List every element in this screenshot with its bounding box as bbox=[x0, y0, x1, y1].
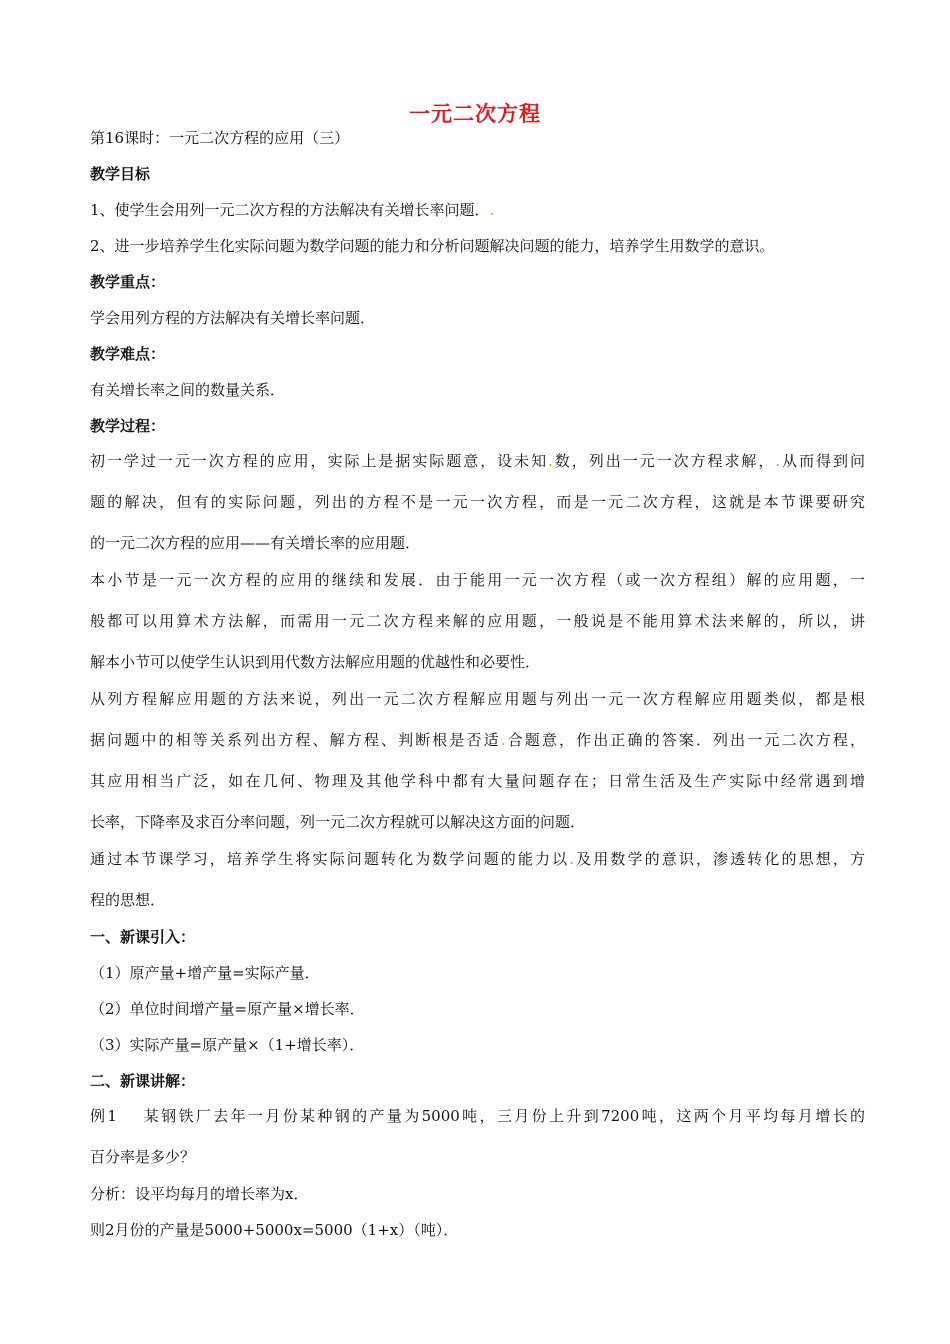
goal-1 bbox=[90, 200, 865, 220]
goal-2: 2、进一步培养学生化实际问题为数学问题的能力和分析问题解决问题的能力，培养学生用数学的意识。 bbox=[90, 237, 775, 255]
paragraph-4-line-1 bbox=[90, 849, 865, 869]
paragraph-3-line-1: 从列方程解应用题的方法来说，列出一元二次方程解应用题与列出一元一次方程解应用题类似，都是根 bbox=[90, 690, 865, 708]
formula-2: （2）单位时间增产量=原产量×增长率． bbox=[90, 1000, 365, 1018]
p4-l1-part-b: 及用数学的意识，渗透转化的思想，方 bbox=[574, 850, 865, 868]
document-title: 一元二次方程 bbox=[409, 102, 541, 126]
p1-l1-part-b: 数，列出一元一次方程求解， bbox=[552, 452, 776, 470]
p3-l2-mark: . bbox=[500, 731, 506, 749]
paragraph-1-line-1 bbox=[90, 451, 865, 471]
p1-l1-mark-a: . bbox=[548, 452, 553, 470]
analysis-text: 分析：设平均每月的增长率为x． bbox=[90, 1185, 309, 1203]
paragraph-2-line-3: 解本小节可以使学生认识到用代数方法解应用题的优越性和必要性． bbox=[90, 653, 541, 671]
process-heading: 教学过程： bbox=[90, 417, 166, 435]
difficulty-heading: 教学难点： bbox=[90, 345, 166, 363]
difficulty-text: 有关增长率之间的数量关系． bbox=[90, 381, 286, 399]
goals-heading: 教学目标 bbox=[90, 165, 151, 183]
example-1-line-1: 例1 某钢铁厂去年一月份某种钢的产量为5000吨，三月份上升到7200吨，这两个月平均每月增长的 bbox=[90, 1107, 865, 1125]
p4-l1-part-a: 通过本节课学习，培养学生将实际问题转化为数学问题的能力以 bbox=[90, 850, 570, 868]
goal-1-text: 1、使学生会用列一元二次方程的方法解决有关增长率问题． bbox=[90, 201, 490, 219]
paragraph-3-line-4: 长率，下降率及求百分率问题，列一元二次方程就可以解决这方面的问题． bbox=[90, 813, 586, 831]
paragraph-3-line-2 bbox=[90, 730, 865, 750]
key-heading: 教学重点： bbox=[90, 273, 166, 291]
formula-3: （3）实际产量=原产量×（1+增长率）． bbox=[90, 1036, 365, 1054]
goal-1-mark: . bbox=[489, 201, 495, 219]
paragraph-2-line-2: 般都可以用算术方法解，而需用一元二次方程来解的应用题，一般说是不能用算术法来解的，所以，讲 bbox=[90, 612, 865, 630]
formula-1: （1）原产量+增产量=实际产量． bbox=[90, 964, 320, 982]
key-text: 学会用列方程的方法解决有关增长率问题． bbox=[90, 309, 376, 327]
p1-l1-part-c: 从而得到问 bbox=[780, 452, 865, 470]
p3-l2-part-a: 据问题中的相等关系列出方程、解方程、判断根是否适 bbox=[90, 731, 501, 749]
paragraph-2-line-1: 本小节是一元一次方程的应用的继续和发展．由于能用一元一次方程（或一次方程组）解的应用题，一 bbox=[90, 571, 865, 589]
p3-l2-part-b: 合题意，作出正确的答案．列出一元二次方程， bbox=[505, 731, 865, 749]
paragraph-3-line-3: 其应用相当广泛，如在几何、物理及其他学科中都有大量问题存在；日常生活及生产实际中经常遇到增 bbox=[90, 772, 865, 790]
p1-l1-mark-b: . bbox=[775, 452, 781, 470]
paragraph-1-line-3: 的一元二次方程的应用——有关增长率的应用题． bbox=[90, 534, 421, 552]
p4-l1-mark: . bbox=[569, 850, 575, 868]
lecture-heading: 二、新课讲解： bbox=[90, 1072, 196, 1090]
paragraph-4-line-2: 程的思想． bbox=[90, 891, 166, 909]
intro-heading: 一、新课引入： bbox=[90, 928, 196, 946]
p1-l1-part-a: 初一学过一元一次方程的应用，实际上是据实际题意，设未知 bbox=[90, 452, 549, 470]
lesson-subtitle: 第16课时：一元二次方程的应用（三） bbox=[90, 129, 350, 147]
month-2-output: 则2月份的产量是5000+5000x=5000（1+x）（吨）． bbox=[90, 1221, 459, 1239]
paragraph-1-line-2: 题的解决，但有的实际问题，列出的方程不是一元一次方程，而是一元二次方程，这就是本节课要研究 bbox=[90, 493, 865, 511]
example-1-line-2: 百分率是多少？ bbox=[90, 1148, 196, 1166]
